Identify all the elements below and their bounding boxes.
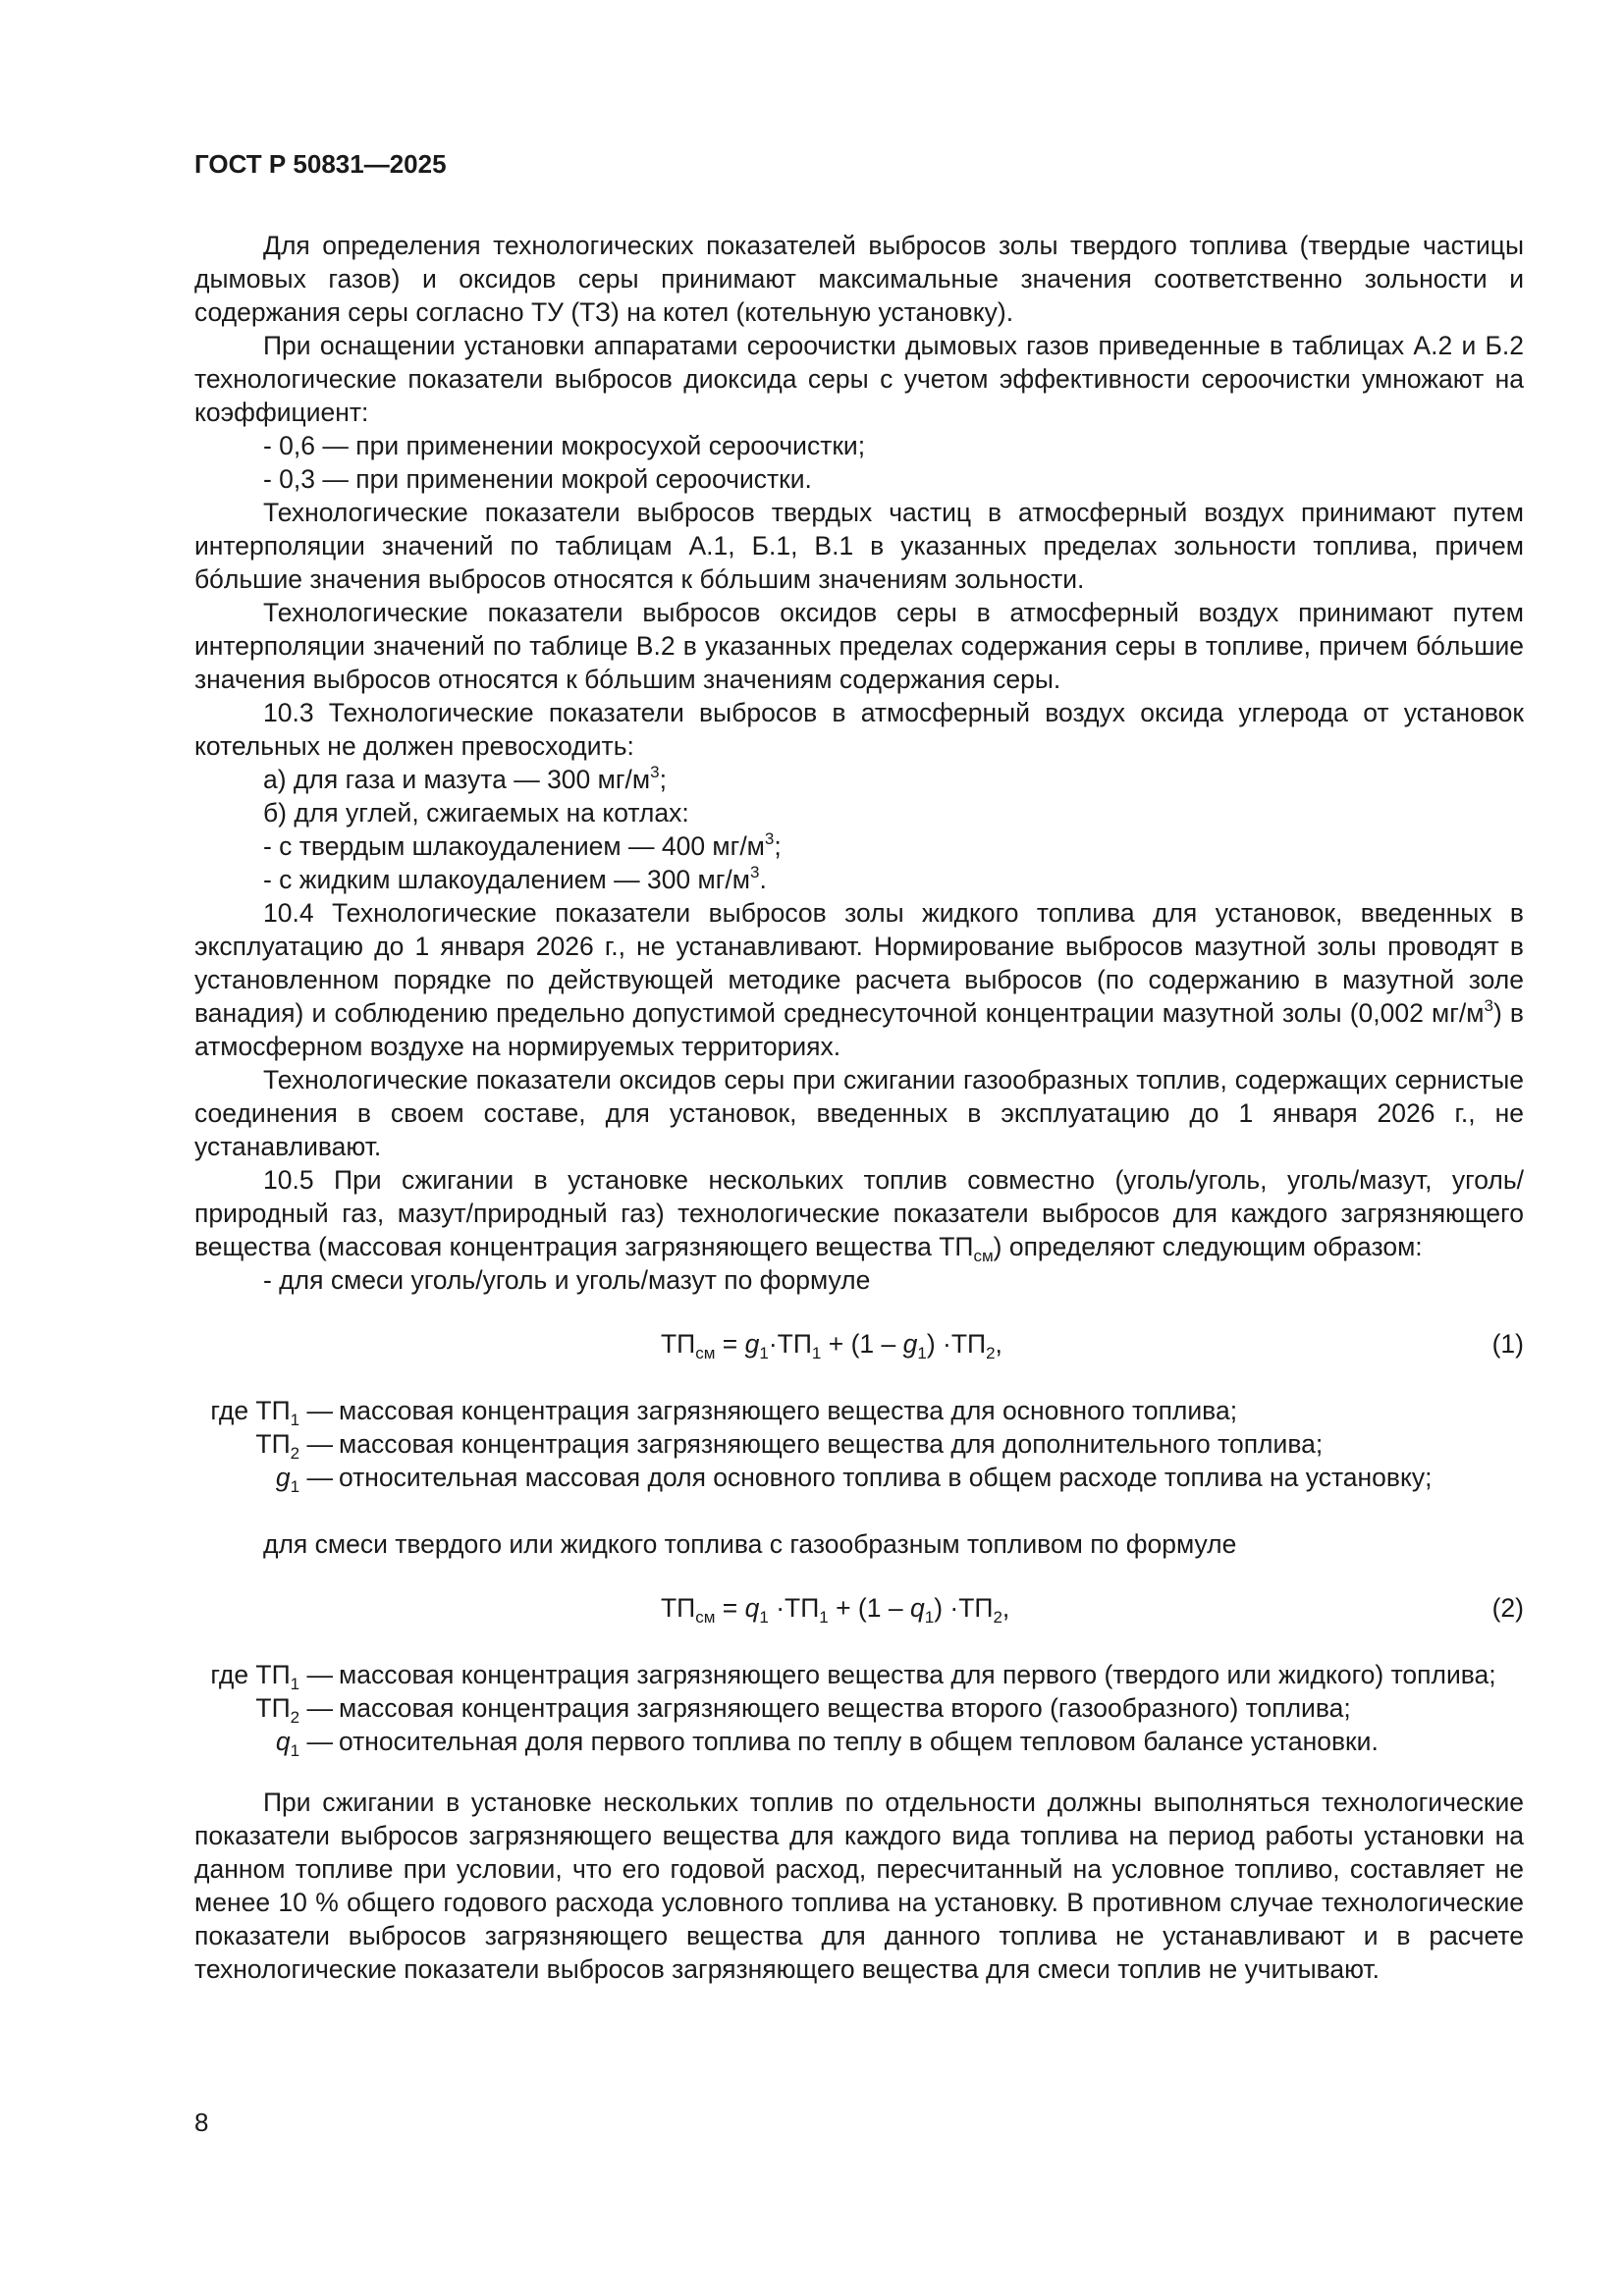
paragraph: При оснащении установки аппаратами сероочистки дымовых газов приведенные в таблицах А.2 и Б.2 технологические показатели выбросов диоксида серы с учетом эффективности сероочистки умножают на коэффициент: [194, 331, 1524, 427]
list-item: а) для газа и мазута — 300 $мг/м^3$; [263, 763, 667, 794]
document-header: ГОСТ Р 50831—2025 [194, 149, 447, 179]
paragraph: Технологические показатели выбросов оксидов серы в атмосферный воздух принимают путем интерполяции значений по таблице В.2 в указанных пределах содержания серы в топливе, причем бóльшие значения выбросов относятся к бóльшим значениям содержания серы. [194, 598, 1524, 694]
formula-expression: $ТП_{см} = g_1\cdot ТП_1 + (1 - g_1) \cdot ТП_2$, [661, 1329, 1002, 1362]
definition-row: где $ТП_1$ — массовая концентрация загрязняющего вещества для первого (твердого или жидкого) топлива; [210, 1660, 1496, 1693]
formula-2 [194, 1591, 1524, 1625]
definition-row: $ТП_2$ — массовая концентрация загрязняющего вещества для дополнительного топлива; [255, 1429, 1324, 1463]
definition-row: $g_1$ — относительная массовая доля основного топлива в общем расходе топлива на установку; [275, 1463, 1433, 1496]
definitions-1 [194, 1394, 1524, 1494]
list-item: - с жидким шлакоудалением — 300 $мг/м^3$. [263, 863, 767, 894]
definition-row: $q_1$ — относительная доля первого топлива по теплу в общем тепловом балансе установки. [275, 1727, 1379, 1760]
list-item: - с твердым шлакоудалением — 400 $мг/м^3$; [263, 829, 782, 861]
definition-row: где $ТП_1$ — массовая концентрация загрязняющего вещества для основного топлива; [210, 1396, 1238, 1429]
formula-expression: $ТП_{см} = q_1 \cdot ТП_1 + (1 - q_1) \cdot ТП_2$, [661, 1593, 1010, 1627]
paragraph: 10.3 Технологические показатели выбросов в атмосферный воздух оксида углерода от установок котельных не должен превосходить: [194, 698, 1524, 761]
definition-row: $ТП_2$ — массовая концентрация загрязняющего вещества второго (газообразного) топлива; [255, 1693, 1351, 1727]
paragraph: 10.4 Технологические показатели выбросов золы жидкого топлива для установок, введенных в эксплуатацию до 1 января 2026 г., не устанавливают. Нормирование выбросов мазутной золы проводят в установленном порядке по действующей методике расчета выбросов (по содержанию в мазутной золе ванадия) и соблюдению предельно допустимой среднесуточной концентрации мазутной золы (0,002 $мг/м^3$) в атмосферном воздухе на нормируемых территориях. [194, 898, 1524, 1061]
formula-number: (1) [1491, 1329, 1524, 1359]
document-page [194, 147, 1524, 1986]
paragraph: Технологические показатели оксидов серы при сжигании газообразных топлив, содержащих сернистые соединения в своем составе, для установок, введенных в эксплуатацию до 1 января 2026 г., не устанавливают. [194, 1065, 1524, 1161]
paragraph: Для определения технологических показателей выбросов золы твердого топлива (твердые частицы дымовых газов) и оксидов серы принимают максимальные значения соответственно зольности и содержания серы согласно ТУ (ТЗ) на котел (котельную установку). [194, 231, 1524, 327]
paragraph: Технологические показатели выбросов твердых частиц в атмосферный воздух принимают путем интерполяции значений по таблицам А.1, Б.1, В.1 в указанных пределах зольности топлива, причем бóльшие значения выбросов относятся к бóльшим значениям зольности. [194, 498, 1524, 594]
list-item: - 0,6 — при применении мокросухой сероочистки; [263, 431, 866, 460]
paragraph: 10.5 При сжигании в установке нескольких топлив совместно (уголь/уголь, уголь/мазут, уголь/природный газ, мазут/природный газ) технологические показатели выбросов для каждого загрязняющего вещества (массовая концентрация загрязняющего вещества $ТП_{см}$) определяют следующим образом: [194, 1165, 1524, 1265]
paragraph: При сжигании в установке нескольких топлив по отдельности должны выполняться технологические показатели выбросов загрязняющего вещества для каждого вида топлива на период работы установки на данном топливе при условии, что его годовой расход, пересчитанный на условное топливо, составляет не менее 10 % общего годового расхода условного топлива на установку. В противном случае технологические показатели выбросов загрязняющего вещества для данного топлива не устанавливают и в расчете технологические показатели выбросов загрязняющего вещества для смеси топлив не учитывают. [194, 1788, 1524, 1984]
definitions-2 [194, 1658, 1524, 1758]
list-item: - для смеси уголь/уголь и уголь/мазут по формуле [263, 1265, 871, 1295]
list-item: б) для углей, сжигаемых на котлах: [263, 798, 689, 828]
page-number: 8 [194, 2108, 209, 2137]
formula-number: (2) [1491, 1593, 1524, 1623]
formula-1 [194, 1327, 1524, 1361]
list-item: - 0,3 — при применении мокрой сероочистки. [263, 464, 812, 494]
paragraph: для смеси твердого или жидкого топлива с газообразным топливом по формуле [263, 1529, 1237, 1559]
